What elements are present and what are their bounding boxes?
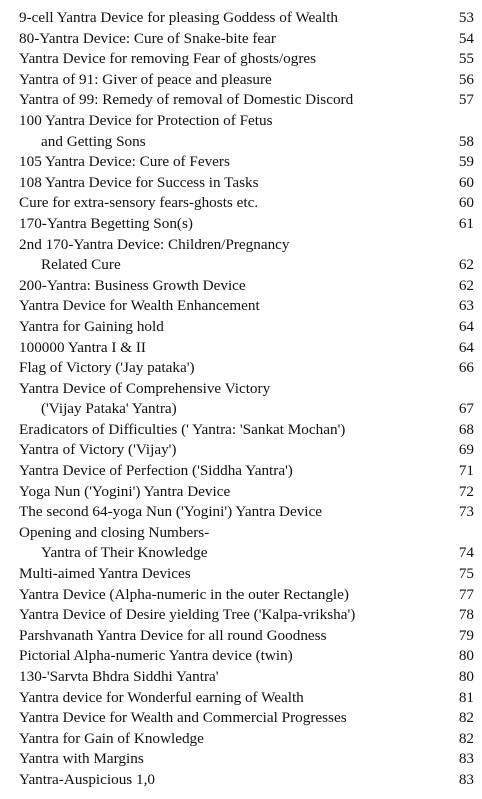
toc-entry-title (19, 29, 276, 50)
toc-entry-title (19, 626, 326, 647)
toc-entry-page-number: 80 (458, 647, 474, 665)
toc-entry-title (19, 605, 355, 626)
toc-entry (19, 461, 474, 482)
toc-entry-page-number: 53 (458, 9, 474, 26)
toc-entry-title (19, 338, 146, 359)
toc-entry-title-line: Yantra Device of Desire yielding Tree ('Kalpa-vriksha') (19, 606, 356, 624)
toc-entry-title-line: 130-'Sarvta Bhdra Siddhi Yantra' (19, 668, 219, 685)
toc-entry (19, 90, 474, 111)
toc-entry-page-number: 54 (458, 29, 474, 47)
toc-entry-title-line: Yantra of Victory ('Vijay') (19, 441, 177, 459)
toc-entry-page-number: 56 (458, 70, 474, 88)
toc-entry-title-line: 200-Yantra: Business Growth Device (19, 276, 246, 294)
toc-entry-title-line: Yantra with Margins (19, 750, 144, 768)
toc-entry-title (19, 379, 270, 420)
toc-entry-title-line: 105 Yantra Device: Cure of Fevers (19, 153, 230, 171)
toc-entry (19, 358, 474, 379)
toc-entry-title (19, 585, 349, 606)
toc-entry-title-line: Yantra device for Wonderful earning of Wealth (19, 688, 304, 706)
toc-entry (19, 626, 474, 647)
toc-entry-title (19, 317, 164, 338)
toc-entry-title-line: The second 64-yoga Nun ('Yogini') Yantra Device (19, 503, 322, 521)
toc-entry (19, 379, 474, 420)
toc-entry-title-line: 100 Yantra Device for Protection of Fetus (19, 111, 273, 129)
toc-entry (19, 29, 474, 50)
toc-entry (19, 111, 474, 152)
toc-entry (19, 70, 474, 91)
toc-entry (19, 440, 474, 461)
toc-entry-page-number: 60 (458, 194, 474, 212)
toc-entry-title (19, 688, 304, 709)
toc-entry-page-number: 68 (458, 420, 474, 438)
toc-entry (19, 235, 474, 276)
toc-entry-page-number: 69 (458, 441, 474, 459)
toc-entry-page-number: 75 (458, 565, 474, 583)
toc-entry (19, 605, 474, 626)
toc-entry-title (19, 70, 272, 91)
toc-entry-title-line: Pictorial Alpha-numeric Yantra device (twin) (19, 647, 293, 665)
table-of-contents (19, 8, 474, 791)
toc-entry (19, 420, 474, 441)
toc-entry-title-line: Yantra for Gaining hold (19, 317, 164, 335)
toc-entry-title (19, 235, 290, 276)
toc-entry-title (19, 770, 155, 791)
toc-entry-title-line: Yantra Device for Wealth Enhancement (19, 297, 260, 315)
toc-entry-page-number: 74 (458, 544, 474, 562)
toc-entry-title-line: Yantra Device for Wealth and Commercial Progresses (19, 709, 347, 727)
toc-entry-title (19, 49, 316, 70)
toc-entry (19, 770, 474, 791)
toc-entry-page-number: 67 (458, 400, 474, 418)
toc-entry-title (19, 420, 345, 441)
toc-entry-page-number: 80 (458, 668, 474, 685)
toc-entry-page-number: 61 (458, 214, 474, 232)
toc-entry-page-number: 60 (458, 173, 474, 191)
toc-entry-title (19, 523, 209, 564)
toc-entry (19, 152, 474, 173)
toc-entry (19, 193, 474, 214)
toc-entry-page-number: 81 (458, 688, 474, 706)
toc-entry-title-continuation: ('Vijay Pataka' Yantra) (41, 400, 177, 418)
toc-entry-page-number: 72 (458, 482, 474, 500)
toc-entry (19, 338, 474, 359)
toc-entry-title-line: 108 Yantra Device for Success in Tasks (19, 173, 259, 191)
toc-entry (19, 482, 474, 503)
toc-entry-title (19, 482, 230, 503)
toc-entry-title-line: Opening and closing Numbers- (19, 523, 210, 541)
toc-entry-page-number: 77 (458, 585, 474, 603)
toc-entry (19, 49, 474, 70)
toc-entry-title (19, 90, 353, 111)
toc-entry (19, 708, 474, 729)
toc-entry-title-line: Cure for extra-sensory fears-ghosts etc. (19, 194, 259, 212)
toc-entry (19, 667, 474, 688)
toc-entry-title-line: 170-Yantra Begetting Son(s) (19, 214, 193, 232)
toc-entry-title (19, 152, 230, 173)
toc-entry-title (19, 193, 258, 214)
toc-entry-title (19, 111, 273, 152)
toc-entry-title-line: 9-cell Yantra Device for pleasing Goddess of Wealth (19, 9, 339, 26)
toc-entry-page-number: 73 (458, 503, 474, 521)
toc-entry-page-number: 79 (458, 626, 474, 644)
toc-entry-page-number: 64 (458, 338, 474, 356)
toc-entry-title-line: Flag of Victory ('Jay pataka') (19, 359, 195, 377)
toc-entry (19, 688, 474, 709)
toc-entry (19, 502, 474, 523)
toc-entry-title-line: Yantra-Auspicious 1,0 (19, 770, 155, 788)
toc-entry-title-line: Parshvanath Yantra Device for all round Goodness (19, 626, 327, 644)
toc-entry-page-number: 58 (458, 132, 474, 150)
toc-entry (19, 296, 474, 317)
toc-entry-page-number: 63 (458, 297, 474, 315)
toc-entry-title (19, 564, 191, 585)
toc-entry-title (19, 8, 338, 29)
toc-entry-title (19, 296, 260, 317)
toc-entry-page-number: 82 (458, 709, 474, 727)
toc-entry-title-continuation: Yantra of Their Knowledge (41, 544, 208, 562)
toc-entry-title-line: Yantra Device (Alpha-numeric in the outer Rectangle) (19, 585, 349, 603)
toc-entry-title (19, 440, 176, 461)
toc-entry-title-line: Multi-aimed Yantra Devices (19, 565, 191, 583)
toc-entry-title (19, 667, 219, 688)
toc-entry-page-number: 83 (458, 770, 474, 788)
toc-entry-title-line: 2nd 170-Yantra Device: Children/Pregnancy (19, 235, 290, 253)
toc-entry-page-number: 66 (458, 359, 474, 377)
toc-entry-page-number: 78 (458, 606, 474, 624)
toc-entry-title-line: 80-Yantra Device: Cure of Snake-bite fear (19, 29, 276, 47)
toc-entry-title (19, 173, 259, 194)
toc-entry-title-continuation: Related Cure (41, 256, 121, 274)
toc-entry-page-number: 59 (458, 153, 474, 171)
toc-entry-title-line: Yantra of 91: Giver of peace and pleasure (19, 70, 272, 88)
toc-entry-title-line: 100000 Yantra I & II (19, 338, 146, 356)
toc-entry-page-number: 62 (458, 276, 474, 294)
toc-entry-title (19, 749, 144, 770)
toc-entry-title-line: Yantra of 99: Remedy of removal of Domestic Discord (19, 91, 354, 109)
toc-entry-title (19, 708, 347, 729)
toc-entry-title-line: Yantra for Gain of Knowledge (19, 729, 204, 747)
toc-entry-title (19, 358, 195, 379)
toc-entry-title-continuation: and Getting Sons (41, 132, 146, 150)
toc-entry-title (19, 646, 293, 667)
toc-entry (19, 646, 474, 667)
toc-entry-title (19, 276, 246, 297)
toc-entry-page-number: 64 (458, 317, 474, 335)
toc-entry (19, 276, 474, 297)
toc-entry (19, 749, 474, 770)
toc-entry (19, 585, 474, 606)
toc-entry (19, 214, 474, 235)
toc-entry-title-line: Yoga Nun ('Yogini') Yantra Device (19, 482, 231, 500)
toc-entry (19, 523, 474, 564)
toc-entry-title-line: Yantra Device of Perfection ('Siddha Yantra') (19, 462, 293, 480)
toc-entry (19, 8, 474, 29)
toc-entry-title-line: Yantra Device of Comprehensive Victory (19, 379, 271, 397)
toc-entry-page-number: 71 (458, 462, 474, 480)
toc-entry-title (19, 461, 293, 482)
toc-entry (19, 173, 474, 194)
toc-entry-title-line: Yantra Device for removing Fear of ghosts/ogres (19, 50, 317, 68)
toc-entry-title (19, 502, 322, 523)
toc-entry-page-number: 57 (458, 91, 474, 109)
toc-entry (19, 729, 474, 750)
toc-entry (19, 564, 474, 585)
toc-entry-title (19, 214, 193, 235)
toc-entry-page-number: 82 (458, 729, 474, 747)
toc-entry-title (19, 729, 204, 750)
toc-entry-page-number: 62 (458, 256, 474, 274)
toc-entry-page-number: 83 (458, 750, 474, 768)
toc-entry-page-number: 55 (458, 50, 474, 68)
toc-entry (19, 317, 474, 338)
toc-entry-title-line: Eradicators of Difficulties (' Yantra: 'Sankat Mochan') (19, 420, 346, 438)
